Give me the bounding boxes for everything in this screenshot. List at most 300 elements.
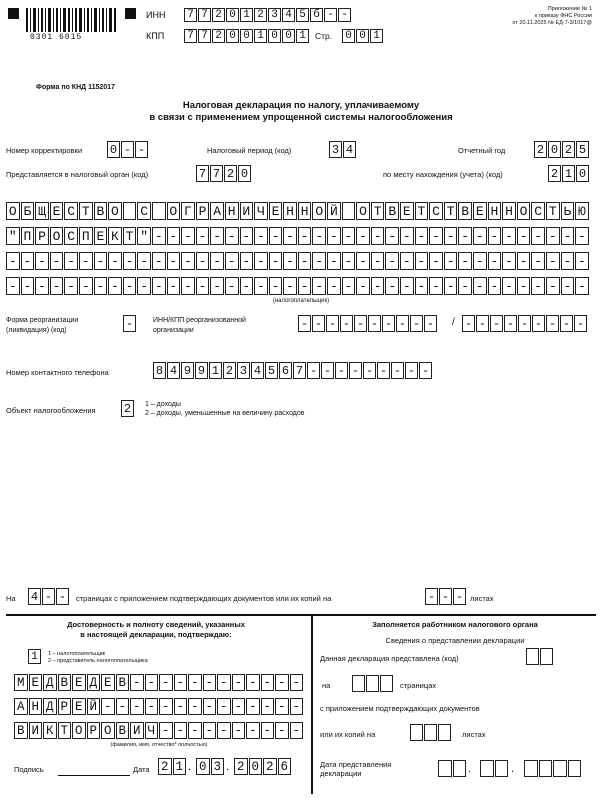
char-cell xyxy=(553,760,567,777)
char-cell: Т xyxy=(79,202,93,220)
char-cell: - xyxy=(50,277,64,295)
char-cell: - xyxy=(64,252,78,270)
char-cell: - xyxy=(439,588,452,605)
page-number-field[interactable] xyxy=(342,29,384,43)
char-cell: О xyxy=(6,202,20,220)
char-cell: - xyxy=(415,277,429,295)
submitted-code-field[interactable] xyxy=(526,648,554,665)
char-cell: - xyxy=(210,277,224,295)
char-cell: П xyxy=(21,227,35,245)
char-cell: О xyxy=(50,227,64,245)
char-cell: - xyxy=(240,227,254,245)
char-cell: - xyxy=(94,277,108,295)
patronymic-field[interactable] xyxy=(14,722,304,739)
char-cell: Т xyxy=(444,202,458,220)
char-cell: - xyxy=(50,252,64,270)
char-cell: - xyxy=(368,315,381,332)
char-cell: 0 xyxy=(249,758,263,775)
char-cell: - xyxy=(254,252,268,270)
char-cell: - xyxy=(312,252,326,270)
char-cell: - xyxy=(56,588,69,605)
char-cell: - xyxy=(275,722,289,739)
char-cell: К xyxy=(108,227,122,245)
copies-label: или их копий на xyxy=(320,730,376,739)
char-cell: - xyxy=(502,252,516,270)
char-cell: А xyxy=(14,698,28,715)
char-cell: 7 xyxy=(210,165,223,182)
char-cell: - xyxy=(400,227,414,245)
char-cell: - xyxy=(21,252,35,270)
submission-day-field[interactable] xyxy=(438,760,467,777)
taxpayer-row-4[interactable] xyxy=(6,277,590,295)
char-cell: Г xyxy=(181,202,195,220)
pages-suffix: листах xyxy=(470,594,494,603)
char-cell: 0 xyxy=(342,29,355,43)
char-cell: 4 xyxy=(167,362,180,379)
char-cell: - xyxy=(240,252,254,270)
char-cell: - xyxy=(342,227,356,245)
reorg-inn-field[interactable] xyxy=(298,315,438,332)
char-cell: - xyxy=(354,315,367,332)
name-field[interactable] xyxy=(14,698,304,715)
char-cell: - xyxy=(254,277,268,295)
char-cell: - xyxy=(225,252,239,270)
attach-label: с приложением подтверждающих документов xyxy=(320,704,480,713)
char-cell: - xyxy=(349,362,362,379)
char-cell: - xyxy=(490,315,503,332)
char-cell: - xyxy=(196,252,210,270)
signer-option-2: 2 – представитель налогоплательщика xyxy=(48,658,148,664)
surname-field[interactable] xyxy=(14,674,304,691)
char-cell: - xyxy=(35,277,49,295)
taxpayer-row-1[interactable] xyxy=(6,202,590,220)
char-cell: 0 xyxy=(356,29,369,43)
char-cell: 6 xyxy=(278,758,292,775)
char-cell: - xyxy=(167,277,181,295)
char-cell: - xyxy=(312,315,325,332)
char-cell: - xyxy=(327,227,341,245)
char-cell: - xyxy=(574,315,587,332)
char-cell: - xyxy=(290,674,304,691)
char-cell: О xyxy=(312,202,326,220)
object-option-2: 2 – доходы, уменьшенные на величину расходов xyxy=(145,410,305,417)
char-cell: 9 xyxy=(181,362,194,379)
char-cell: 5 xyxy=(296,8,309,22)
char-cell: 0 xyxy=(226,8,239,22)
char-cell: И xyxy=(240,202,254,220)
right-subheading: Сведения о представлении декларации xyxy=(385,636,525,645)
char-cell: - xyxy=(145,698,159,715)
signer-type-field[interactable] xyxy=(28,649,42,664)
char-cell: 2 xyxy=(234,758,248,775)
object-option-1: 1 – доходы xyxy=(145,401,181,408)
submission-dot-1: . xyxy=(468,763,472,775)
char-cell: Ю xyxy=(575,202,589,220)
reorg-separator: / xyxy=(452,317,455,328)
char-cell: - xyxy=(488,277,502,295)
char-cell xyxy=(540,648,553,665)
char-cell: - xyxy=(130,698,144,715)
char-cell: - xyxy=(6,252,20,270)
char-cell: - xyxy=(356,277,370,295)
char-cell: О xyxy=(167,202,181,220)
taxpayer-caption: (налогоплательщик) xyxy=(272,298,330,304)
char-cell: - xyxy=(79,277,93,295)
char-cell: - xyxy=(561,227,575,245)
char-cell: 1 xyxy=(28,649,41,664)
char-cell: - xyxy=(561,277,575,295)
char-cell: - xyxy=(123,277,137,295)
char-cell: В xyxy=(94,202,108,220)
sheets-label: листах xyxy=(462,730,486,739)
char-cell: - xyxy=(94,252,108,270)
char-cell: Б xyxy=(21,202,35,220)
char-cell: 2 xyxy=(212,8,225,22)
location-field[interactable] xyxy=(548,165,590,182)
char-cell: - xyxy=(327,252,341,270)
char-cell: - xyxy=(415,227,429,245)
char-cell: Ч xyxy=(145,722,159,739)
char-cell: - xyxy=(217,722,231,739)
char-cell: Н xyxy=(488,202,502,220)
char-cell: Й xyxy=(327,202,341,220)
char-cell: Т xyxy=(546,202,560,220)
period-label: Налоговый период (код) xyxy=(207,146,292,155)
char-cell: - xyxy=(385,227,399,245)
submission-dot-2: . xyxy=(511,763,515,775)
date-month-field[interactable] xyxy=(196,758,225,775)
char-cell: - xyxy=(488,227,502,245)
signature-line[interactable] xyxy=(58,775,130,776)
corner-mark-right xyxy=(125,8,136,19)
char-cell: - xyxy=(575,252,589,270)
char-cell: - xyxy=(458,277,472,295)
char-cell: - xyxy=(424,315,437,332)
correction-field[interactable] xyxy=(107,141,149,158)
char-cell: - xyxy=(108,277,122,295)
char-cell: Й xyxy=(87,698,101,715)
char-cell: К xyxy=(43,722,57,739)
char-cell: Р xyxy=(87,722,101,739)
char-cell: 7 xyxy=(293,362,306,379)
char-cell xyxy=(524,760,538,777)
char-cell: - xyxy=(137,252,151,270)
char-cell: Д xyxy=(43,698,57,715)
char-cell: - xyxy=(240,277,254,295)
taxpayer-row-2[interactable] xyxy=(6,227,590,245)
char-cell: - xyxy=(531,277,545,295)
pages-middle: страницах с приложением подтверждающих документов или их копий на xyxy=(76,594,332,603)
char-cell: - xyxy=(326,315,339,332)
char-cell: Н xyxy=(283,202,297,220)
char-cell: Н xyxy=(502,202,516,220)
char-cell: - xyxy=(415,252,429,270)
char-cell: 2 xyxy=(223,362,236,379)
char-cell: 3 xyxy=(237,362,250,379)
char-cell: - xyxy=(152,252,166,270)
char-cell xyxy=(424,724,437,741)
barcode xyxy=(26,8,118,42)
char-cell: Е xyxy=(72,674,86,691)
char-cell: - xyxy=(246,698,260,715)
char-cell: - xyxy=(167,252,181,270)
phone-field[interactable] xyxy=(153,362,433,379)
char-cell: Е xyxy=(50,202,64,220)
appendix-line-2: к приказу ФНС России xyxy=(534,13,592,19)
char-cell: - xyxy=(261,722,275,739)
char-cell: - xyxy=(385,277,399,295)
char-cell: - xyxy=(517,277,531,295)
char-cell: - xyxy=(517,227,531,245)
char-cell: - xyxy=(283,227,297,245)
char-cell: - xyxy=(377,362,390,379)
pages-count-field[interactable] xyxy=(28,588,70,605)
char-cell xyxy=(410,724,423,741)
char-cell: 1 xyxy=(370,29,383,43)
char-cell: С xyxy=(137,202,151,220)
char-cell: - xyxy=(283,252,297,270)
char-cell: - xyxy=(298,277,312,295)
char-cell: - xyxy=(356,227,370,245)
char-cell: А xyxy=(210,202,224,220)
appendix-line-1: Приложение № 1 xyxy=(547,6,592,12)
char-cell: В xyxy=(385,202,399,220)
correction-label: Номер корректировки xyxy=(6,146,83,155)
char-cell: Щ xyxy=(35,202,49,220)
char-cell: 0 xyxy=(548,141,561,158)
char-cell: - xyxy=(462,315,475,332)
char-cell: - xyxy=(174,674,188,691)
char-cell: 2 xyxy=(121,400,134,417)
char-cell: - xyxy=(312,277,326,295)
char-cell: - xyxy=(135,141,148,158)
char-cell: - xyxy=(145,674,159,691)
reorg-form-field[interactable] xyxy=(123,315,137,332)
char-cell: - xyxy=(371,277,385,295)
char-cell: - xyxy=(575,277,589,295)
char-cell: - xyxy=(261,698,275,715)
taxpayer-row-3[interactable] xyxy=(6,252,590,270)
char-cell: - xyxy=(6,277,20,295)
char-cell: Т xyxy=(415,202,429,220)
object-field[interactable] xyxy=(121,400,135,417)
object-label: Объект налогообложения xyxy=(6,406,96,415)
char-cell: Е xyxy=(101,674,115,691)
char-cell: - xyxy=(338,8,351,22)
char-cell: 2 xyxy=(254,8,267,22)
fio-caption: (фамилия, имя, отчество* полностью) xyxy=(110,742,208,748)
char-cell: - xyxy=(342,252,356,270)
char-cell: - xyxy=(269,277,283,295)
char-cell: - xyxy=(188,722,202,739)
char-cell: 7 xyxy=(184,29,197,43)
char-cell xyxy=(453,760,467,777)
char-cell: - xyxy=(400,252,414,270)
signer-option-1: 1 – налогоплательщик xyxy=(48,651,106,657)
char-cell: - xyxy=(400,277,414,295)
char-cell xyxy=(526,648,539,665)
submission-month-field[interactable] xyxy=(480,760,509,777)
char-cell: - xyxy=(504,315,517,332)
char-cell: О xyxy=(72,722,86,739)
submission-date-label-1: Дата представления xyxy=(320,760,392,769)
pages-box-field[interactable] xyxy=(352,675,394,692)
date-year-field[interactable] xyxy=(234,758,292,775)
date-dot-1: . xyxy=(188,761,192,773)
char-cell: - xyxy=(174,722,188,739)
char-cell: - xyxy=(225,277,239,295)
char-cell: - xyxy=(425,588,438,605)
char-cell: 0 xyxy=(240,29,253,43)
char-cell: б xyxy=(310,8,323,22)
char-cell: - xyxy=(42,588,55,605)
char-cell xyxy=(495,760,509,777)
char-cell: - xyxy=(429,277,443,295)
char-cell: 2 xyxy=(562,141,575,158)
char-cell: Ь xyxy=(561,202,575,220)
char-cell: 1 xyxy=(173,758,187,775)
char-cell: - xyxy=(159,674,173,691)
inn-label: ИНН xyxy=(146,10,166,20)
char-cell: - xyxy=(261,674,275,691)
char-cell: 5 xyxy=(265,362,278,379)
char-cell: 1 xyxy=(562,165,575,182)
reorg-kpp-field[interactable] xyxy=(462,315,588,332)
char-cell: - xyxy=(382,315,395,332)
char-cell: - xyxy=(159,698,173,715)
year-field[interactable] xyxy=(534,141,590,158)
char-cell: - xyxy=(532,315,545,332)
char-cell: Е xyxy=(269,202,283,220)
pages-sheets-field[interactable] xyxy=(425,588,467,605)
pages-label: страницах xyxy=(400,681,437,690)
char-cell: - xyxy=(123,252,137,270)
bottom-separator xyxy=(6,614,596,616)
char-cell xyxy=(342,202,356,220)
char-cell: - xyxy=(254,227,268,245)
char-cell: - xyxy=(546,227,560,245)
char-cell: - xyxy=(458,252,472,270)
char-cell: - xyxy=(473,227,487,245)
char-cell: - xyxy=(203,674,217,691)
char-cell: - xyxy=(167,227,181,245)
char-cell: - xyxy=(444,277,458,295)
char-cell: - xyxy=(123,315,136,332)
char-cell: - xyxy=(108,252,122,270)
char-cell: Н xyxy=(298,202,312,220)
reorg-innkpp-label-2: организации xyxy=(153,327,194,334)
char-cell: 2 xyxy=(534,141,547,158)
char-cell: Д xyxy=(87,674,101,691)
char-cell: В xyxy=(58,674,72,691)
char-cell: - xyxy=(391,362,404,379)
char-cell: - xyxy=(217,674,231,691)
char-cell xyxy=(123,202,137,220)
char-cell: - xyxy=(217,698,231,715)
char-cell: Т xyxy=(58,722,72,739)
char-cell: - xyxy=(546,277,560,295)
char-cell: 0 xyxy=(282,29,295,43)
char-cell: - xyxy=(269,252,283,270)
char-cell: - xyxy=(546,315,559,332)
period-field[interactable] xyxy=(329,141,357,158)
char-cell: 2 xyxy=(263,758,277,775)
char-cell: - xyxy=(371,227,385,245)
char-cell: - xyxy=(312,227,326,245)
char-cell: - xyxy=(152,227,166,245)
char-cell: - xyxy=(473,277,487,295)
date-dot-2: . xyxy=(226,761,230,773)
submitted-label: Данная декларация представлена (код) xyxy=(320,654,459,663)
on-label: на xyxy=(322,681,331,690)
char-cell: Т xyxy=(371,202,385,220)
char-cell: - xyxy=(137,277,151,295)
char-cell: - xyxy=(181,227,195,245)
char-cell: - xyxy=(196,277,210,295)
char-cell: - xyxy=(307,362,320,379)
char-cell: " xyxy=(137,227,151,245)
char-cell: 2 xyxy=(548,165,561,182)
sheets-box-field[interactable] xyxy=(410,724,452,741)
char-cell: 0 xyxy=(196,758,210,775)
char-cell: - xyxy=(561,252,575,270)
char-cell: - xyxy=(290,722,304,739)
char-cell: 0 xyxy=(268,29,281,43)
char-cell: - xyxy=(371,252,385,270)
char-cell: - xyxy=(324,8,337,22)
char-cell: - xyxy=(531,252,545,270)
char-cell: В xyxy=(116,722,130,739)
submission-year-field[interactable] xyxy=(524,760,582,777)
char-cell xyxy=(366,675,379,692)
char-cell: - xyxy=(458,227,472,245)
left-heading-1: Достоверность и полноту сведений, указанных xyxy=(67,620,245,629)
char-cell: - xyxy=(476,315,489,332)
kpp-field[interactable] xyxy=(184,29,310,43)
char-cell: - xyxy=(327,277,341,295)
char-cell: Р xyxy=(58,698,72,715)
char-cell: - xyxy=(203,722,217,739)
char-cell: - xyxy=(181,277,195,295)
char-cell: - xyxy=(203,698,217,715)
char-cell: 6 xyxy=(279,362,292,379)
char-cell: - xyxy=(232,722,246,739)
char-cell: Е xyxy=(72,698,86,715)
char-cell: - xyxy=(444,227,458,245)
char-cell: С xyxy=(64,202,78,220)
char-cell: - xyxy=(246,722,260,739)
char-cell: - xyxy=(188,698,202,715)
left-heading-2: в настоящей декларации, подтверждаю: xyxy=(80,630,232,639)
char-cell: - xyxy=(35,252,49,270)
tax-authority-field[interactable] xyxy=(196,165,252,182)
char-cell: В xyxy=(14,722,28,739)
char-cell: 1 xyxy=(254,29,267,43)
char-cell: С xyxy=(531,202,545,220)
reorg-form-label-1: Форма реорганизации xyxy=(6,317,79,324)
inn-field[interactable] xyxy=(184,8,352,22)
form-code: Форма по КНД 1152017 xyxy=(36,84,115,91)
char-cell: И xyxy=(29,722,43,739)
char-cell: Ч xyxy=(254,202,268,220)
signature-label: Подпись xyxy=(14,765,44,774)
char-cell xyxy=(568,760,582,777)
char-cell: 4 xyxy=(28,588,41,605)
date-day-field[interactable] xyxy=(158,758,187,775)
char-cell: 0 xyxy=(107,141,120,158)
char-cell: 8 xyxy=(153,362,166,379)
char-cell: Д xyxy=(43,674,57,691)
